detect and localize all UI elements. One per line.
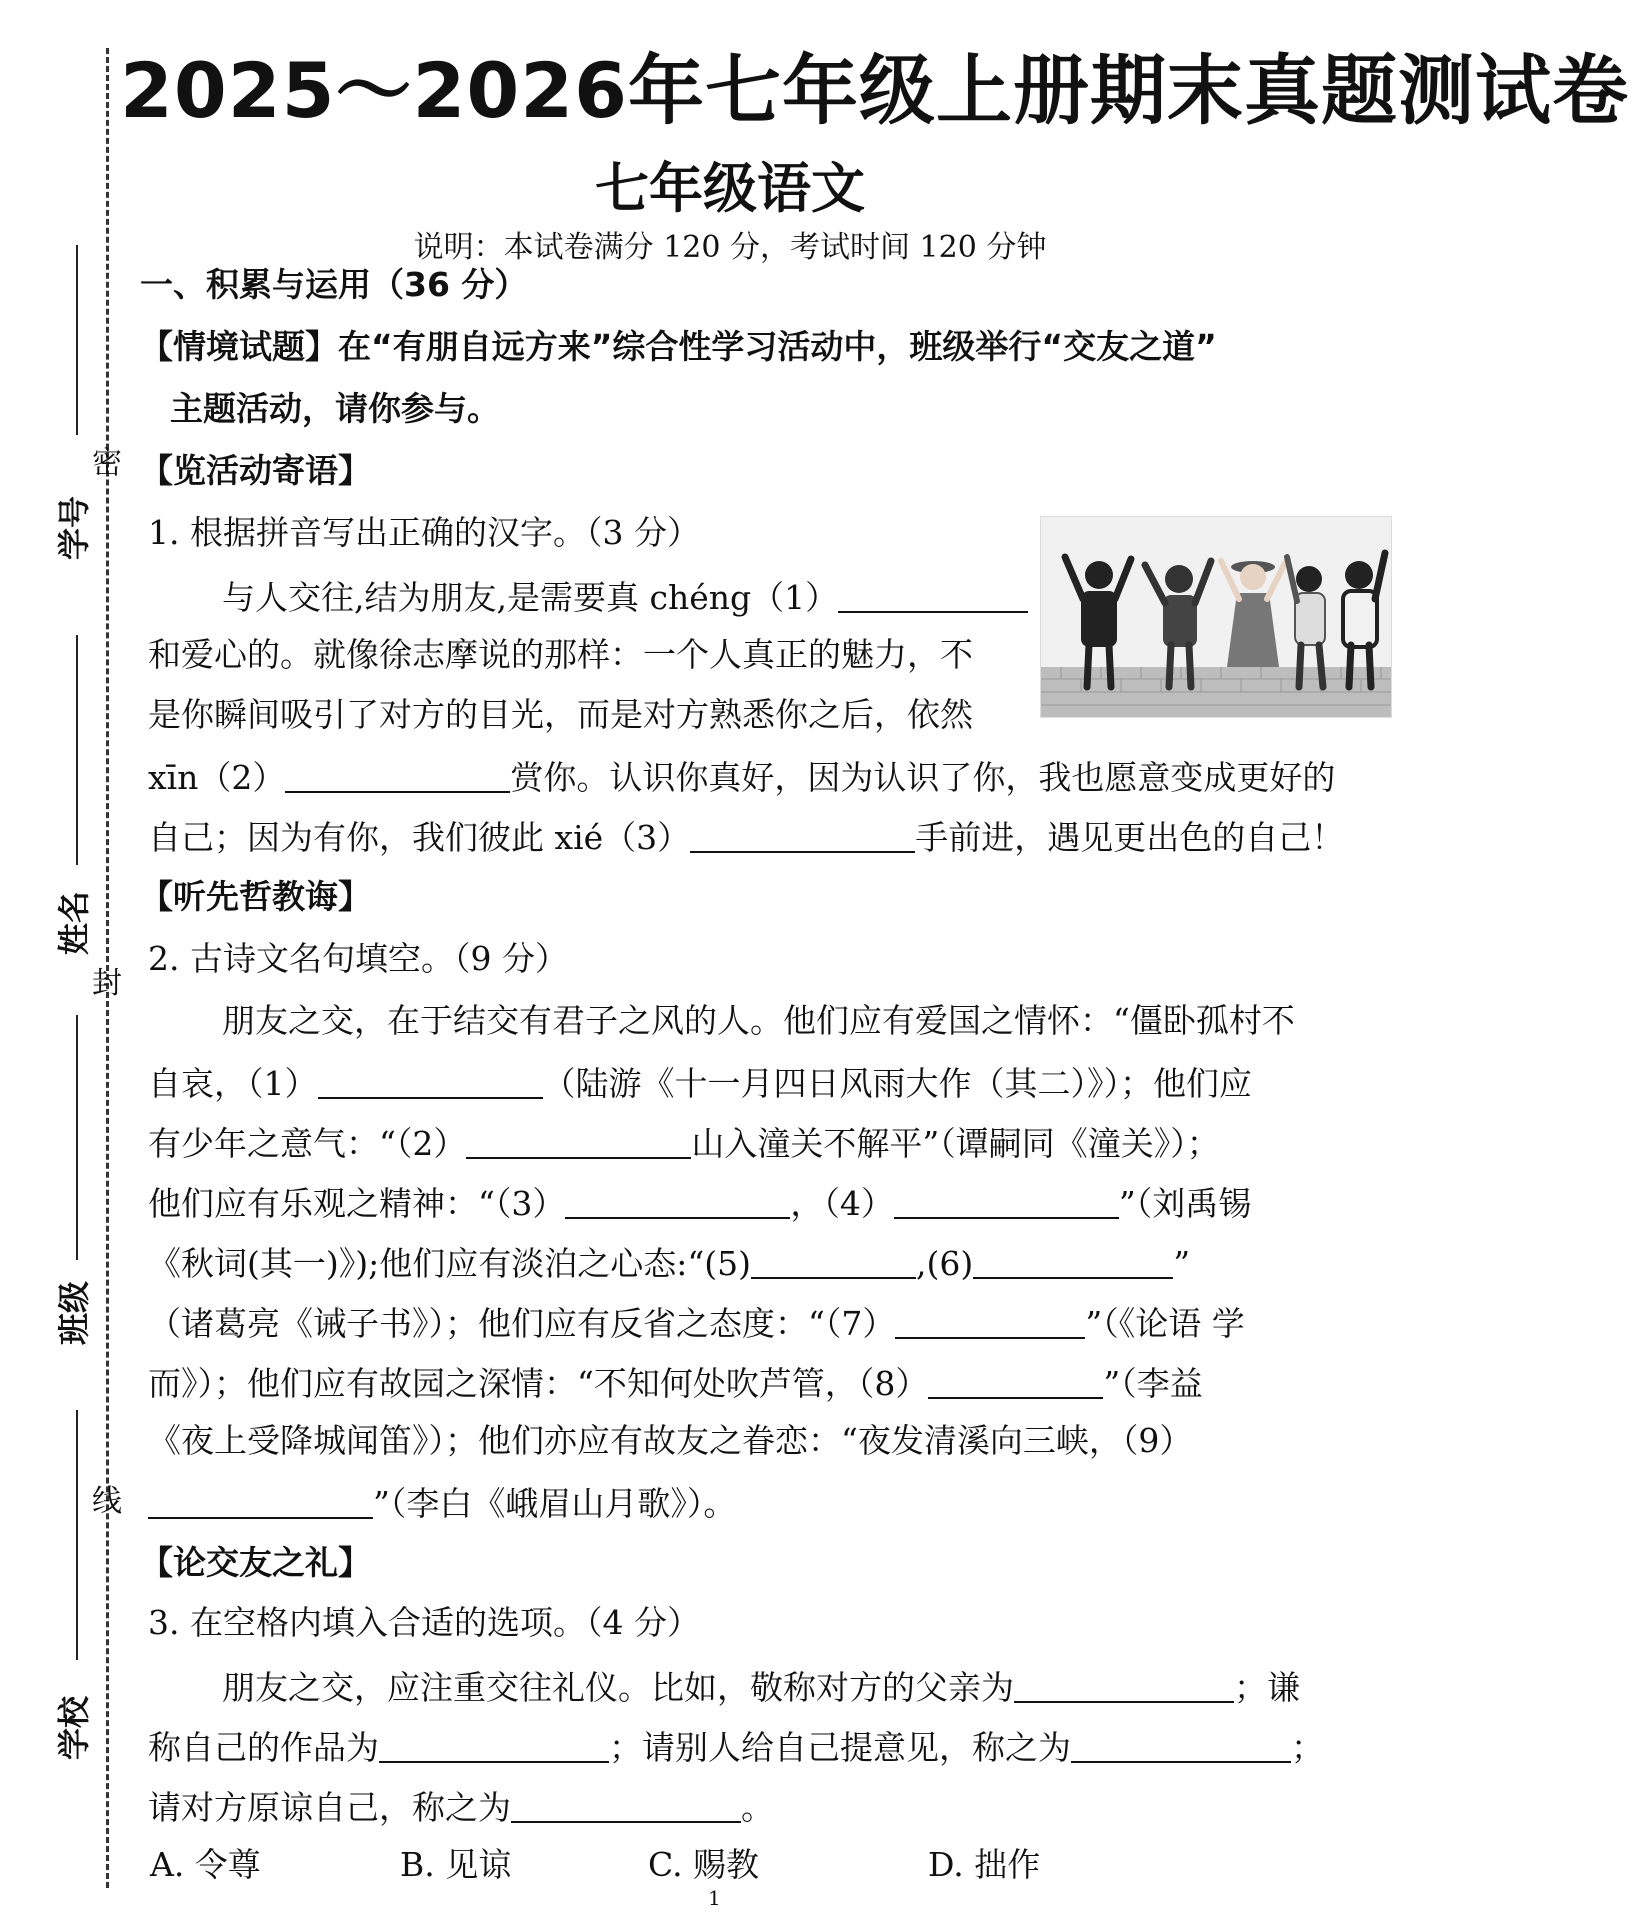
option-a[interactable]: A. 令尊: [150, 1845, 261, 1884]
option-d[interactable]: D. 拙作: [928, 1845, 1041, 1884]
q1-title: 1. 根据拼音写出正确的汉字。（3 分）: [148, 513, 700, 552]
q3-line: 称自己的作品为 ；请别人给自己提意见，称之为 ；: [148, 1728, 1324, 1767]
q2-line: 自哀，（1） （陆游《十一月四日风雨大作（其二）》）；他们应: [148, 1064, 1252, 1103]
q2-line: 他们应有乐观之精神：“（3） ，（4） ”（刘禹锡: [148, 1184, 1252, 1223]
part1-heading: 【览活动寄语】: [140, 451, 371, 490]
situation-intro: 【情境试题】在“有朋自远方来”综合性学习活动中，班级举行“交友之道”: [140, 327, 1217, 366]
answer-blank[interactable]: [751, 1244, 916, 1279]
q2-title: 2. 古诗文名句填空。（9 分）: [148, 939, 568, 978]
q1-line: 和爱心的。就像徐志摩说的那样：一个人真正的魅力，不: [148, 635, 973, 674]
student-id-field-line[interactable]: [76, 245, 78, 435]
q3-line: 请对方原谅自己，称之为 。: [148, 1788, 774, 1827]
subject-title: 七年级语文: [595, 157, 865, 220]
answer-blank[interactable]: [690, 818, 915, 853]
class-label: 班级: [55, 1280, 94, 1346]
q2-line: ”（李白《峨眉山月歌》）。: [148, 1484, 736, 1520]
name-label: 姓名: [55, 890, 94, 956]
school-label: 学校: [55, 1695, 94, 1761]
q3-title: 3. 在空格内填入合适的选项。（4 分）: [148, 1603, 700, 1642]
name-field-line[interactable]: [76, 635, 78, 865]
seal-word-mi: 密: [92, 446, 122, 481]
seal-word-xian: 线: [92, 1484, 122, 1519]
answer-blank[interactable]: [928, 1364, 1103, 1399]
answer-blank[interactable]: [511, 1788, 741, 1823]
option-c[interactable]: C. 赐教: [648, 1845, 760, 1884]
q1-line: xīn（2） 赏你。认识你真好，因为认识了你，我也愿意变成更好的: [148, 758, 1336, 797]
answer-blank[interactable]: [1071, 1728, 1291, 1763]
q2-line: 朋友之交，在于结交有君子之风的人。他们应有爱国之情怀：“僵卧孤村不: [222, 1001, 1295, 1040]
answer-blank[interactable]: [838, 578, 1028, 613]
situation-intro-cont: 主题活动，请你参与。: [170, 389, 500, 428]
q2-line: 而》）；他们应有故园之深情：“不知何处吹芦管，（8） ”（李益: [148, 1364, 1203, 1403]
class-field-line[interactable]: [76, 1015, 78, 1260]
q1-line: 自己；因为有你，我们彼此 xié（3） 手前进，遇见更出色的自己！: [148, 818, 1345, 857]
answer-blank[interactable]: [466, 1124, 691, 1159]
answer-blank[interactable]: [148, 1484, 373, 1519]
q2-line: 《夜上受降城闻笛》）；他们亦应有故友之眷恋：“夜发清溪向三峡，（9）: [148, 1421, 1193, 1460]
answer-blank[interactable]: [318, 1064, 543, 1099]
q2-line: 有少年之意气：“（2） 山入潼关不解平”（谭嗣同《潼关》）；: [148, 1124, 1220, 1163]
part3-heading: 【论交友之礼】: [140, 1543, 371, 1582]
page-number: 1: [708, 1886, 721, 1910]
answer-blank[interactable]: [379, 1728, 609, 1763]
seal-word-feng: 封: [92, 966, 122, 1001]
exam-title: 2025～2026年七年级上册期末真题测试卷: [120, 46, 1629, 135]
q1-line: 与人交往,结为朋友,是需要真 chéng（1）: [222, 578, 1028, 614]
school-field-line[interactable]: [76, 1410, 78, 1660]
answer-blank[interactable]: [1014, 1668, 1234, 1703]
q2-line: （诸葛亮《诫子书》）；他们应有反省之态度：“（7） ”（《论语 学: [148, 1304, 1245, 1343]
student-id-label: 学号: [55, 495, 94, 561]
section-heading: 一、积累与运用（36 分）: [140, 265, 528, 304]
answer-blank[interactable]: [973, 1244, 1173, 1279]
q3-line: 朋友之交，应注重交往礼仪。比如，敬称对方的父亲为 ；谦: [222, 1668, 1300, 1707]
part2-heading: 【听先哲教诲】: [140, 877, 371, 916]
answer-blank[interactable]: [895, 1304, 1085, 1339]
option-b[interactable]: B. 见谅: [400, 1845, 512, 1884]
q1-line: 是你瞬间吸引了对方的目光，而是对方熟悉你之后，依然: [148, 695, 973, 734]
friends-illustration: [1040, 516, 1392, 718]
answer-blank[interactable]: [565, 1184, 790, 1219]
exam-note: 说明：本试卷满分 120 分，考试时间 120 分钟: [413, 230, 1047, 265]
q2-line: 《秋词(其一)》);他们应有淡泊之心态:“(5) ,(6) ”: [148, 1244, 1191, 1283]
answer-blank[interactable]: [894, 1184, 1119, 1219]
answer-blank[interactable]: [285, 758, 510, 793]
